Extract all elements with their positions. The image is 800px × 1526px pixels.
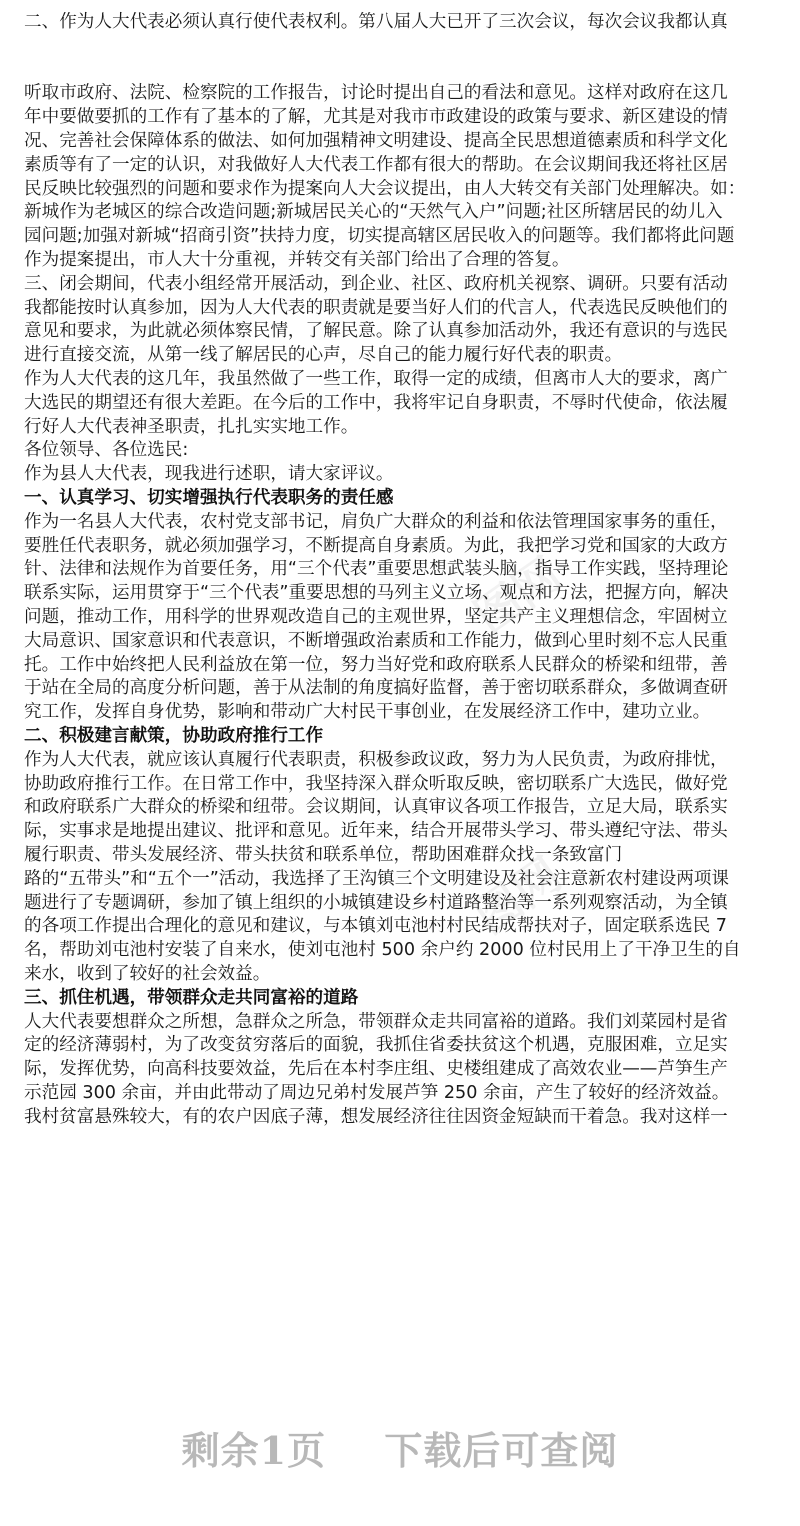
text-line bbox=[24, 34, 784, 58]
text-line: 我村贫富悬殊较大，有的农户因底子薄，想发展经济往往因资金短缺而干着急。我对这样一 bbox=[24, 1106, 728, 1127]
text-line: 我都能按时认真参加，因为人大代表的职责就是要当好人们的代言人，代表选民反映他们的 bbox=[24, 297, 728, 318]
text-line: 协助政府推行工作。在日常工作中，我坚持深入群众听取反映，密切联系广大选民，做好党 bbox=[24, 773, 728, 794]
text-line: 大选民的期望还有很大差距。在今后的工作中，我将牢记自身职责，不辱时代使命，依法履 bbox=[24, 392, 728, 413]
text-line: 况、完善社会保障体系的做法、如何加强精神文明建设、提高全民思想道德素质和科学文化 bbox=[24, 131, 728, 151]
text-line: 作为人大代表的这几年，我虽然做了一些工作，取得一定的成绩，但离市人大的要求，离广 bbox=[24, 369, 728, 389]
text-line: 示范园 300 余亩，并由此带动了周边兄弟村发展芦笋 250 余亩，产生了较好的经济效益。 bbox=[24, 1083, 730, 1103]
text-line: 来水，收到了较好的社会效益。 bbox=[24, 964, 271, 984]
text-line: 作为县人大代表，现我进行述职，请大家评议。 bbox=[24, 464, 394, 485]
remaining-pages-label: 剩余1页 bbox=[181, 1428, 327, 1473]
text-line: 于站在全局的高度分析问题，善于从法制的角度搞好监督，善于密切联系群众，多做调查研 bbox=[24, 678, 728, 699]
text-line: 行好人大代表神圣职责，扎扎实实地工作。 bbox=[24, 416, 359, 437]
text-line: 三、闭会期间，代表小组经常开展活动，到企业、社区、政府机关视察、调研。只要有活动 bbox=[24, 273, 728, 294]
text-line: 路的“五带头”和“五个一”活动，我选择了王沟镇三个文明建设及社会注意新农村建设两项课 bbox=[24, 868, 730, 889]
text-line: 究工作，发挥自身优势，影响和带动广大村民干事创业，在发展经济工作中，建功立业。 bbox=[24, 702, 711, 723]
text-line: 年中要做要抓的工作有了基本的了解，尤其是对我市市政建设的政策与要求、新区建设的情 bbox=[24, 107, 728, 128]
text-line: 二、作为人大代表必须认真行使代表权利。第八届人大已开了三次会议，每次会议我都认真 bbox=[24, 12, 728, 32]
download-to-view-label[interactable]: 下载后可查阅 bbox=[384, 1428, 619, 1473]
text-line: 素质等有了一定的认识，对我做好人大代表工作都有很大的帮助。在会议期间我还将社区居 bbox=[24, 154, 728, 175]
text-line: 人大代表要想群众之所想，急群众之所急，带领群众走共同富裕的道路。我们刘菜园村是省 bbox=[24, 1011, 728, 1032]
text-line: 的各项工作提出合理化的意见和建议，与本镇刘屯池村村民结成帮扶对子，固定联系选民 7 bbox=[24, 916, 727, 937]
section-heading: 三、抓住机遇，带领群众走共同富裕的道路 bbox=[24, 987, 359, 1008]
text-line: 作为提案提出，市人大十分重视，并转交有关部门给出了合理的答复。 bbox=[24, 250, 570, 270]
text-line: 园问题;加强对新城“招商引资”扶持力度，切实提高辖区居民收入的问题等。我们都将此问题 bbox=[24, 226, 735, 247]
text-line: 新城作为老城区的综合改造问题;新城居民关心的“天然气入户”问题;社区所辖居民的幼儿入 bbox=[24, 202, 723, 223]
text-line: 大局意识、国家意识和代表意识，不断增强政治素质和工作能力，做到心里时刻不忘人民重 bbox=[24, 630, 728, 651]
text-line: 际，发挥优势，向高科技要效益，先后在本村李庄组、史楼组建成了高效农业——芦笋生产 bbox=[24, 1059, 728, 1080]
text-line: 题进行了专题调研，参加了镇上组织的小城镇建设乡村道路整治等一系列观察活动，为全镇 bbox=[24, 892, 728, 913]
section-heading: 二、积极建言献策，协助政府推行工作 bbox=[24, 726, 324, 746]
text-line: 际，实事求是地提出建议、批评和意见。近年来，结合开展带头学习、带头遵纪守法、带头 bbox=[24, 821, 728, 842]
text-line: 针、法律和法规作为首要任务，用“三个代表”重要思想武装头脑，指导工作实践，坚持理论 bbox=[24, 559, 729, 580]
text-line: 名，帮助刘屯池村安装了自来水，使刘屯池村 500 余户约 2000 位村民用上了干净卫生的自 bbox=[24, 940, 741, 961]
section-heading: 一、认真学习、切实增强执行代表职务的责任感 bbox=[24, 488, 394, 508]
text-line: 意见和要求，为此就必须体察民情，了解民意。除了认真参加活动外，我还有意识的与选民 bbox=[24, 321, 728, 342]
watermark: 图网 bbox=[464, 546, 571, 644]
preview-footer[interactable] bbox=[0, 1420, 800, 1475]
watermark: 图网 bbox=[464, 846, 571, 944]
text-line: 民反映比较强烈的问题和要求作为提案向人大会议提出，由人大转交有关部门处理解决。如： bbox=[24, 178, 746, 199]
text-line: 作为一名县人大代表，农村党支部书记，肩负广大群众的利益和依法管理国家事务的重任， bbox=[24, 511, 728, 532]
text-line: 履行职责、带头发展经济、带头扶贫和联系单位，帮助困难群众找一条致富门 bbox=[24, 845, 623, 865]
text-line bbox=[24, 58, 784, 82]
text-line: 问题，推动工作，用科学的世界观改造自己的主观世界，坚定共产主义理想信念，牢固树立 bbox=[24, 607, 728, 627]
text-line: 定的经济薄弱村，为了改变贫穷落后的面貌，我抓住省委扶贫这个机遇，克服困难，立足实 bbox=[24, 1035, 728, 1056]
text-line: 进行直接交流，从第一线了解居民的心声，尽自己的能力履行好代表的职责。 bbox=[24, 345, 623, 366]
text-line: 各位领导、各位选民: bbox=[24, 440, 189, 461]
text-line: 要胜任代表职务，就必须加强学习，不断提高自身素质。为此，我把学习党和国家的大政方 bbox=[24, 535, 728, 556]
text-line: 听取市政府、法院、检察院的工作报告，讨论时提出自己的看法和意见。这样对政府在这几 bbox=[24, 83, 728, 104]
text-line: 和政府联系广大群众的桥梁和纽带。会议期间，认真审议各项工作报告，立足大局，联系实 bbox=[24, 797, 728, 818]
text-line: 托。工作中始终把人民利益放在第一位，努力当好党和政府联系人民群众的桥梁和纽带，善 bbox=[24, 654, 728, 675]
text-line: 作为人大代表，就应该认真履行代表职责，积极参政议政，努力为人民负责，为政府排忧， bbox=[24, 749, 728, 770]
text-line: 联系实际，运用贯穿于“三个代表”重要思想的马列主义立场、观点和方法，把握方向，解决 bbox=[24, 583, 729, 604]
